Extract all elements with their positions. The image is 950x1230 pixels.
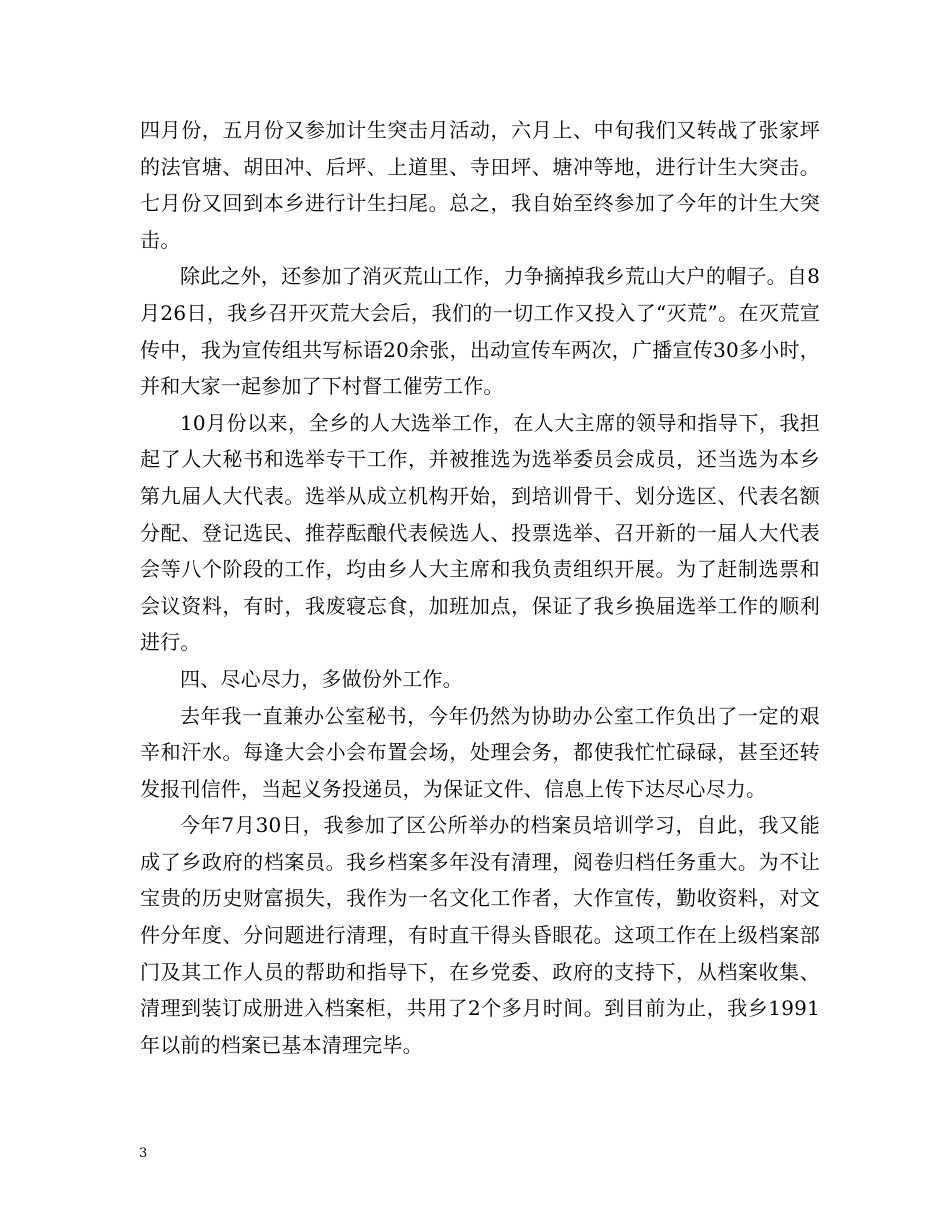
paragraph-wasteland-campaign: 除此之外，还参加了消灭荒山工作，力争摘掉我乡荒山大户的帽子。自8月26日，我乡召开灭荒大会后，我们的一切工作又投入了“灭荒”。在灭荒宣传中，我为宣传组共写标语20余张，出动宣传车两次，广播宣传30多小时，并和大家一起参加了下村督工催劳工作。 [140, 264, 820, 399]
paragraph-family-planning: 四月份，五月份又参加计生突击月活动，六月上、中旬我们又转战了张家坪的法官塘、胡田冲、后坪、上道里、寺田坪、塘冲等地，进行计生大突击。七月份又回到本乡进行计生扫尾。总之，我自始至终参加了今年的计生大突击。 [140, 118, 820, 252]
section-heading-extra-work: 四、尽心尽力，多做份外工作。 [180, 666, 463, 691]
page-number: 3 [139, 1146, 148, 1161]
document-body [140, 112, 820, 1063]
paragraph-office-secretary: 去年我一直兼办公室秘书，今年仍然为协助办公室工作负出了一定的艰辛和汗水。每逢大会小会布置会场，处理会务，都使我忙忙碌碌，甚至还转发报刊信件，当起义务投递员，为保证文件、信息上传下达尽心尽力。 [140, 703, 820, 801]
paragraph-archivist: 今年7月30日，我参加了区公所举办的档案员培训学习，自此，我又能成了乡政府的档案员。我乡档案多年没有清理，阅卷归档任务重大。为不让宝贵的历史财富损失，我作为一名文化工作者，大作宣传，勤收资料，对文件分年度、分问题进行清理，有时直干得头昏眼花。这项工作在上级档案部门及其工作人员的帮助和指导下，在乡党委、政府的支持下，从档案收集、清理到装订成册进入档案柜，共用了2个多月时间。到目前为止，我乡1991年以前的档案已基本清理完毕。 [140, 813, 820, 1057]
paragraph-npc-election: 10月份以来，全乡的人大选举工作，在人大主席的领导和指导下，我担起了人大秘书和选举专干工作，并被推选为选举委员会成员，还当选为本乡第九届人大代表。选举从成立机构开始，到培训骨干、划分选区、代表名额分配、登记选民、推荐酝酿代表候选人、投票选举、召开新的一届人大代表会等八个阶段的工作，均由乡人大主席和我负责组织开展。为了赶制选票和会议资料，有时，我废寝忘食，加班加点，保证了我乡换届选举工作的顺利进行。 [140, 410, 820, 655]
